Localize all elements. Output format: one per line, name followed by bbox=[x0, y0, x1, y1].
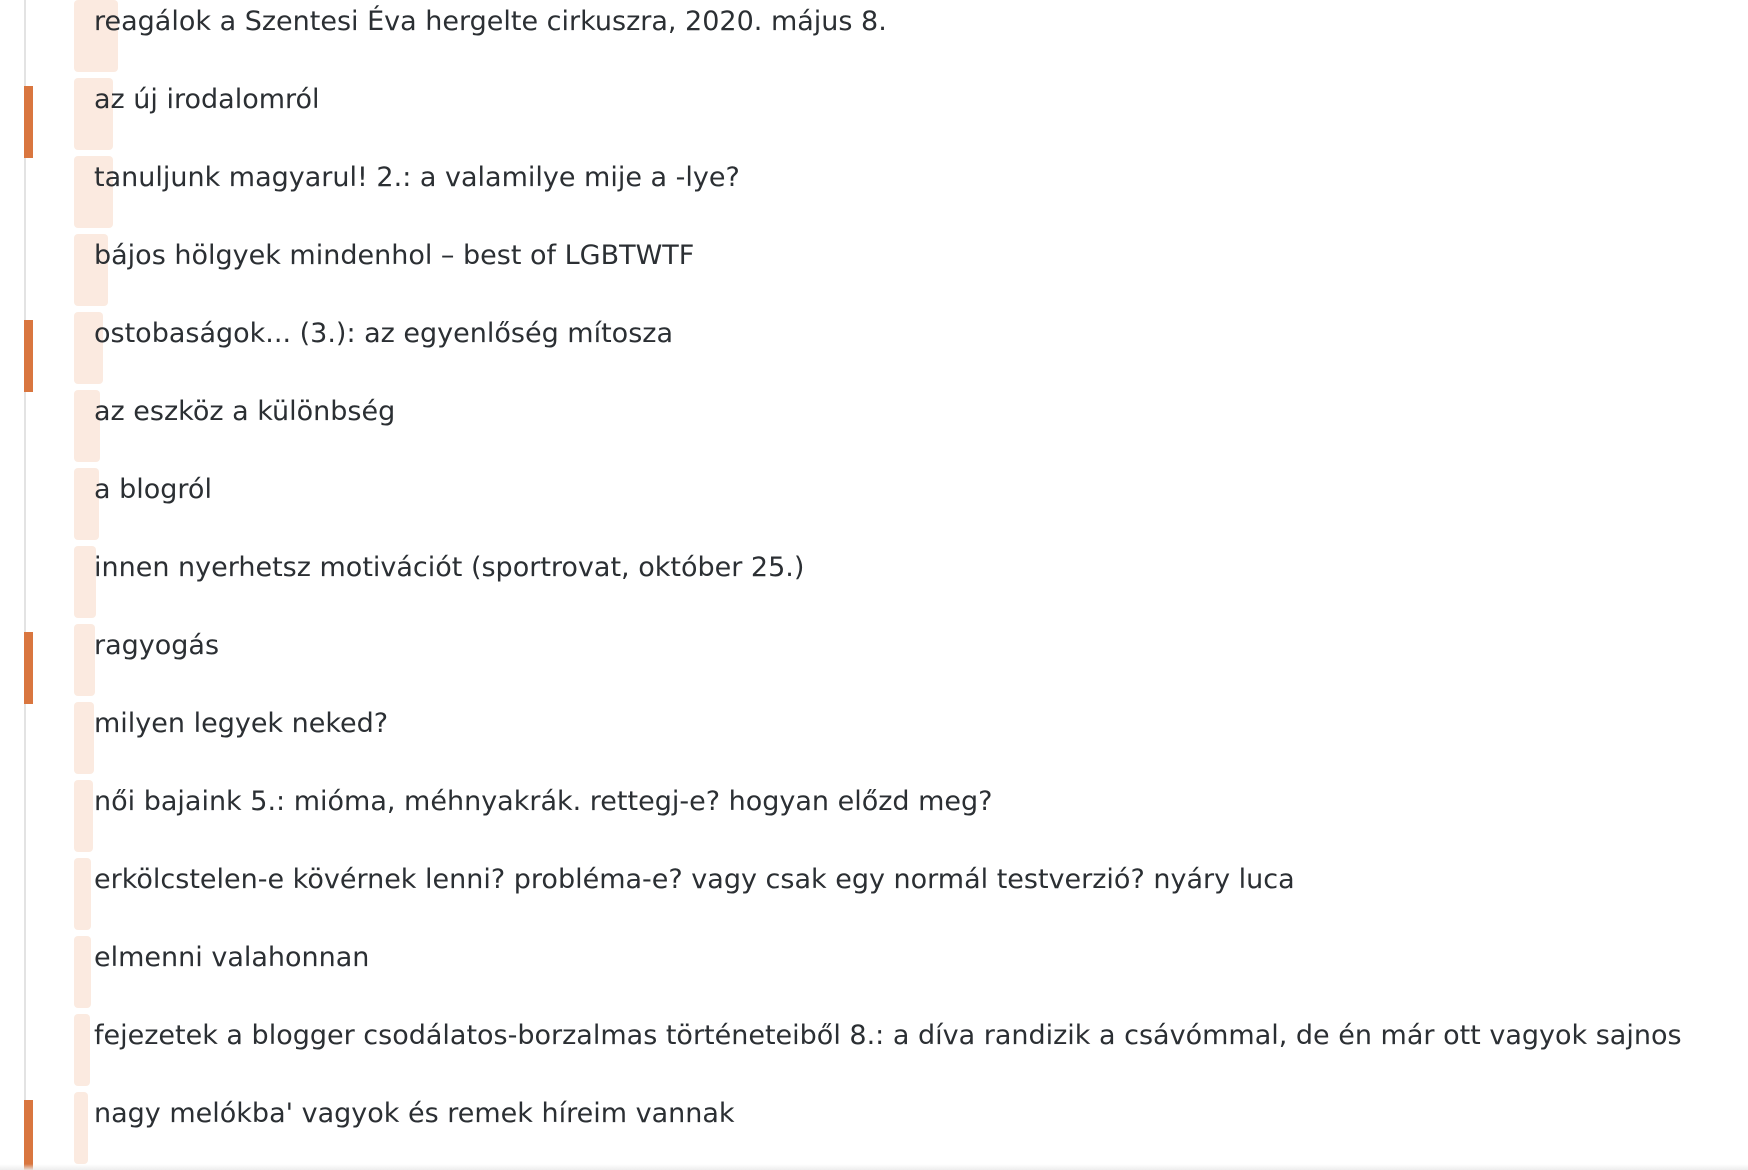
post-title-link[interactable]: elmenni valahonnan bbox=[94, 942, 370, 973]
highlight-marker bbox=[24, 632, 33, 704]
list-item[interactable] bbox=[0, 390, 1748, 468]
list-item[interactable] bbox=[0, 780, 1748, 858]
list-item[interactable] bbox=[0, 0, 1748, 78]
list-item[interactable] bbox=[0, 858, 1748, 936]
highlight-marker bbox=[24, 320, 33, 392]
list-item[interactable] bbox=[0, 702, 1748, 780]
list-item[interactable] bbox=[0, 234, 1748, 312]
list-item[interactable] bbox=[0, 468, 1748, 546]
post-title-link[interactable]: az eszköz a különbség bbox=[94, 396, 396, 427]
list-item[interactable] bbox=[0, 936, 1748, 1014]
popularity-bar bbox=[74, 1092, 88, 1164]
post-title-link[interactable]: a blogról bbox=[94, 474, 212, 505]
popularity-bar bbox=[74, 780, 93, 852]
post-title-link[interactable]: nagy melókba' vagyok és remek híreim vannak bbox=[94, 1098, 735, 1129]
list-item[interactable] bbox=[0, 1092, 1748, 1170]
list-item[interactable] bbox=[0, 624, 1748, 702]
post-title-link[interactable]: bájos hölgyek mindenhol – best of LGBTWTF bbox=[94, 240, 695, 271]
post-title-link[interactable]: női bajaink 5.: mióma, méhnyakrák. rettegj-e? hogyan előzd meg? bbox=[94, 786, 993, 817]
popularity-bar bbox=[74, 546, 96, 618]
post-title-link[interactable]: az új irodalomról bbox=[94, 84, 320, 115]
popularity-bar bbox=[74, 858, 91, 930]
popularity-bar bbox=[74, 936, 91, 1008]
highlight-marker bbox=[24, 86, 33, 158]
list-item[interactable] bbox=[0, 156, 1748, 234]
post-title-link[interactable]: ragyogás bbox=[94, 630, 220, 661]
popularity-bar bbox=[74, 1014, 90, 1086]
list-item[interactable] bbox=[0, 78, 1748, 156]
post-title-link[interactable]: reagálok a Szentesi Éva hergelte cirkuszra, 2020. május 8. bbox=[94, 6, 887, 37]
post-title-link[interactable]: tanuljunk magyarul! 2.: a valamilye mije a -lye? bbox=[94, 162, 740, 193]
post-title-link[interactable]: fejezetek a blogger csodálatos-borzalmas történeteiből 8.: a díva randizik a csávómmal, de én már ott vagyok sajnos bbox=[94, 1020, 1682, 1051]
post-title-link[interactable]: erkölcstelen-e kövérnek lenni? probléma-e? vagy csak egy normál testverzió? nyáry luca bbox=[94, 864, 1295, 895]
post-title-link[interactable]: milyen legyek neked? bbox=[94, 708, 389, 739]
highlight-marker bbox=[24, 1100, 33, 1170]
popularity-bar bbox=[74, 624, 95, 696]
list-item[interactable] bbox=[0, 546, 1748, 624]
list-item[interactable] bbox=[0, 1014, 1748, 1092]
post-title-link[interactable]: innen nyerhetsz motivációt (sportrovat, október 25.) bbox=[94, 552, 805, 583]
bottom-edge-shadow bbox=[0, 1164, 1748, 1170]
popularity-bar bbox=[74, 702, 94, 774]
post-title-link[interactable]: ostobaságok... (3.): az egyenlőség mítosza bbox=[94, 318, 673, 349]
list-item[interactable] bbox=[0, 312, 1748, 390]
